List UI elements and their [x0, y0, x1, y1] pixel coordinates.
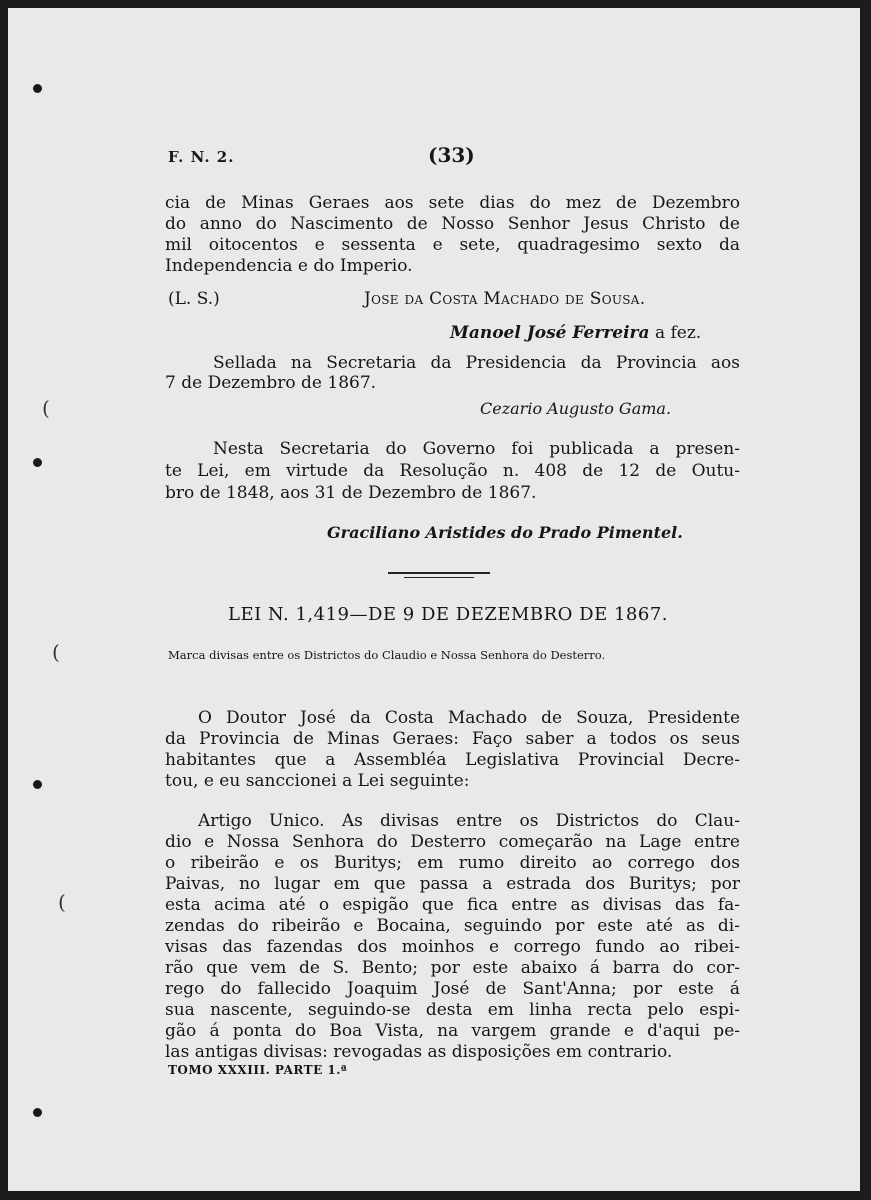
margin-mark: (	[52, 640, 60, 664]
margin-mark: (	[42, 396, 50, 420]
scribe-name: Manoel José Ferreira	[450, 323, 650, 343]
text-line: do anno do Nascimento de Nosso Senhor Jesus Christo de	[165, 214, 740, 234]
margin-mark: (	[58, 890, 66, 914]
scribe-suffix: a fez.	[654, 323, 702, 343]
law-summary: Marca divisas entre os Districtos do Claudio e Nossa Senhora do Desterro.	[168, 648, 606, 662]
text-line: Nesta Secretaria do Governo foi publicada a presen-	[213, 439, 740, 459]
text-line: Independencia e do Imperio.	[165, 256, 413, 276]
binding-hole	[33, 84, 42, 93]
text-line: visas das fazendas dos moinhos e corrego fundo ao ribei-	[165, 937, 740, 957]
signature-mark: F. N. 2.	[168, 148, 235, 166]
text-line: esta acima até o espigão que fica entre as divisas das fa-	[165, 895, 740, 915]
text-line: rão que vem de S. Bento; por este abaixo á barra do cor-	[165, 958, 740, 978]
text-line: Paivas, no lugar em que passa a estrada dos Buritys; por	[165, 874, 740, 894]
text-line: cia de Minas Geraes aos sete dias do mez de Dezembro	[165, 193, 740, 213]
text-line: gão á ponta do Boa Vista, na vargem grande e d'aqui pe-	[165, 1021, 740, 1041]
law-title: LEI N. 1,419—DE 9 DE DEZEMBRO DE 1867.	[228, 604, 668, 625]
signer-name: Cezario Augusto Gama.	[480, 399, 672, 418]
section-divider	[404, 577, 474, 578]
text-line: Sellada na Secretaria da Presidencia da Provincia aos	[213, 353, 740, 373]
seal-mark: (L. S.)	[168, 289, 220, 309]
text-line: tou, e eu sanccionei a Lei seguinte:	[165, 771, 470, 791]
binding-hole	[33, 1108, 42, 1117]
volume-footer: TOMO XXXIII. PARTE 1.ª	[168, 1063, 348, 1077]
text-line: 7 de Dezembro de 1867.	[165, 373, 377, 393]
scribe-line	[450, 323, 701, 343]
text-line: habitantes que a Assembléa Legislativa Provincial Decre-	[165, 750, 740, 770]
text-line: dio e Nossa Senhora do Desterro começarão na Lage entre	[165, 832, 740, 852]
page-number: (33)	[428, 143, 475, 167]
text-line: rego do fallecido Joaquim José de Sant'Anna; por este á	[165, 979, 740, 999]
text-line: sua nascente, seguindo-se desta em linha recta pelo espi-	[165, 1000, 740, 1020]
text-line: o ribeirão e os Buritys; em rumo direito ao corrego dos	[165, 853, 740, 873]
text-line: mil oitocentos e sessenta e sete, quadragesimo sexto da	[165, 235, 740, 255]
section-divider	[388, 572, 490, 574]
text-line: las antigas divisas: revogadas as disposições em contrario.	[165, 1042, 673, 1062]
text-line: bro de 1848, aos 31 de Dezembro de 1867.	[165, 483, 537, 503]
binding-hole	[33, 458, 42, 467]
signer-name: Jose da Costa Machado de Sousa.	[364, 289, 646, 309]
signer-name: Graciliano Aristides do Prado Pimentel.	[327, 523, 683, 542]
text-line: da Provincia de Minas Geraes: Faço saber a todos os seus	[165, 729, 740, 749]
text-line: zendas do ribeirão e Bocaina, seguindo por este até as di-	[165, 916, 740, 936]
text-line: O Doutor José da Costa Machado de Souza, Presidente	[198, 708, 740, 728]
binding-hole	[33, 780, 42, 789]
text-line: Artigo Unico. As divisas entre os Districtos do Clau-	[198, 811, 740, 831]
text-line: te Lei, em virtude da Resolução n. 408 de 12 de Outu-	[165, 461, 740, 481]
